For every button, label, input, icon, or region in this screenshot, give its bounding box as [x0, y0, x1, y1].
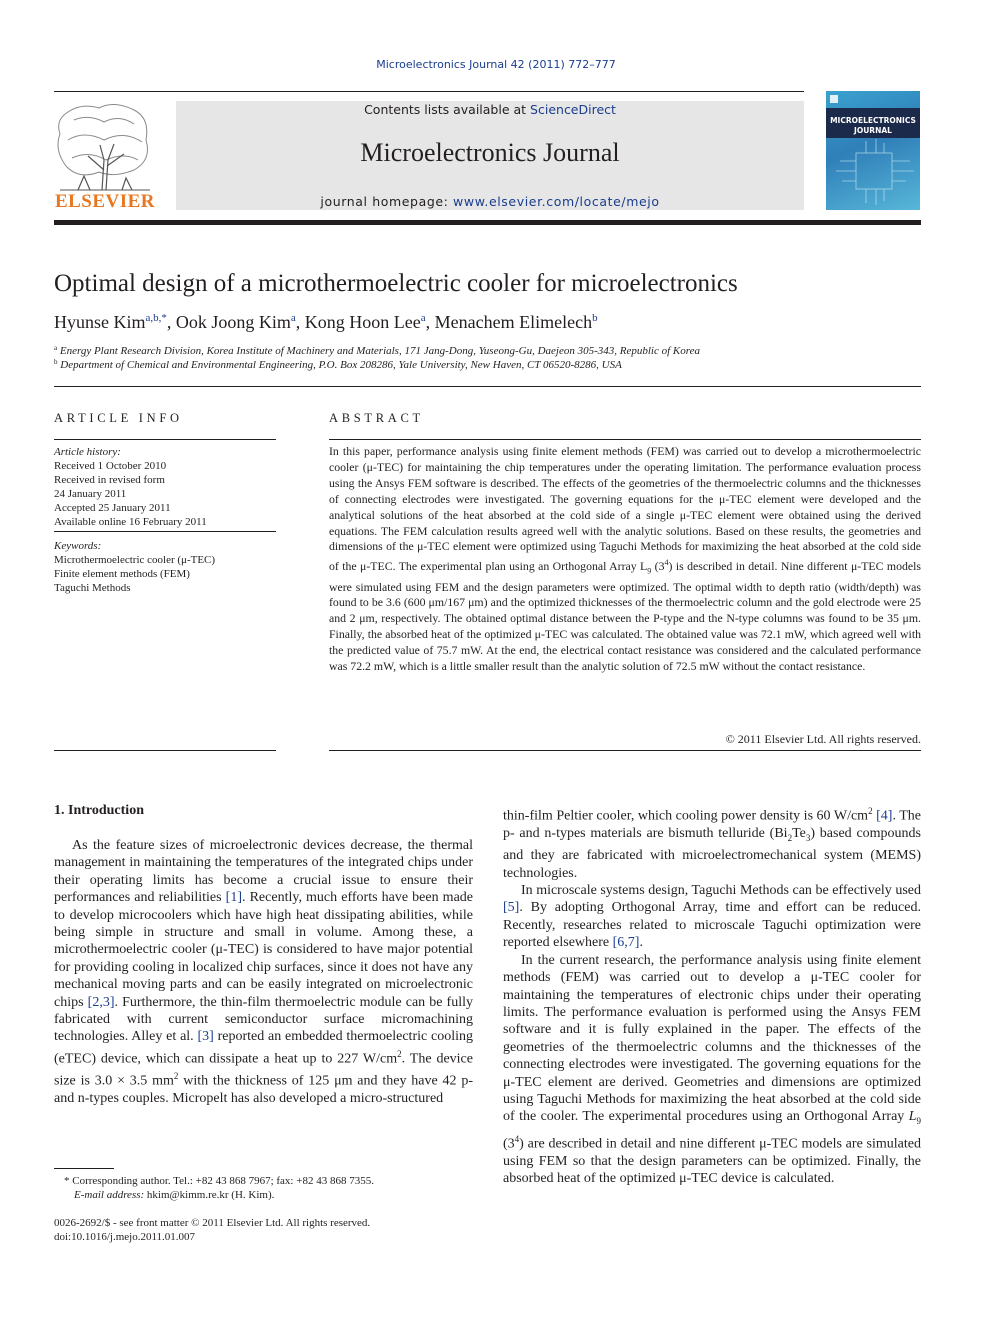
subscript: 3	[805, 832, 811, 843]
text-run: . By adopting Orthogonal Array, time and effort can be reduced. Recently, researches related to microscale Taguchi optimization were reported elsewhere	[503, 900, 921, 951]
sciencedirect-link[interactable]: ScienceDirect	[530, 102, 616, 117]
author-name[interactable]: Ook Joong Kim	[175, 312, 291, 332]
article-info-heading: ARTICLE INFO	[54, 411, 183, 425]
abstract-part: ) is described in detail. Nine different μ-TEC models were simulated using FEM and the design parameters were optimized. The optimal width to depth ratio (width/depth) was found to be 3.6 (600 μm/167 μm) and the optimized thicknesses of the thermoelectric column and the gold electrode were 25 and 2 μm, respectively. The obtained optimal distance between the P-type and the N-type columns was found to be 35 μm. Finally, the absorbed heat of the optimized μ-TEC was calculated. The obtained value was 72.1 mW, which agreed well with the predicted value of 75.7 mW. At the end, the electrical contact resistance was considered and the calculated performance was 72.2 mW, which is a little smaller result than the analytic solution of 72.5 mW without the contact resistance.	[329, 559, 921, 674]
text-run: As the feature sizes of microelectronic devices decrease, the thermal management in maintaining the temperatures of the integrated chips under their operating limits has become a crucial issue to ensure their performances and reliabilities	[54, 838, 473, 906]
superscript: 2	[173, 1070, 179, 1081]
intro-paragraph	[503, 882, 921, 952]
superscript: 2	[868, 806, 873, 816]
cover-title-line1: MICROELECTRONICS	[830, 116, 916, 125]
author-list	[54, 312, 598, 333]
citation-link[interactable]: [5]	[503, 900, 520, 916]
author-separator: ,	[425, 312, 435, 332]
author-name[interactable]: Menachem Elimelech	[434, 312, 593, 332]
author-affiliation-mark[interactable]: a	[290, 312, 296, 324]
footnote-rule	[54, 1168, 114, 1169]
abstract-copyright: © 2011 Elsevier Ltd. All rights reserved.	[725, 732, 921, 746]
footnote-mark: *	[64, 1175, 70, 1187]
text-run: (3	[503, 1136, 515, 1152]
author-separator: ,	[295, 312, 305, 332]
email-address[interactable]: hkim@kimm.re.kr (H. Kim).	[144, 1189, 275, 1201]
text-run: thin-film Peltier cooler, which cooling power density is 60 W/cm	[503, 808, 869, 824]
text-run: ) are described in detail and nine different μ-TEC models are simulated using FEM so that the design parameters can be optimized. Finally, the absorbed heat of the optimized μ-TEC device is calculated.	[503, 1136, 921, 1187]
citation-link[interactable]: [6,7]	[612, 935, 640, 951]
keyword: Finite element methods (FEM)	[54, 568, 190, 580]
superscript: 4	[514, 1133, 520, 1144]
elsevier-wordmark[interactable]: ELSEVIER	[54, 191, 156, 212]
abstract-heading: ABSTRACT	[329, 411, 424, 425]
history-item: Accepted 25 January 2011	[54, 502, 171, 514]
citation-link[interactable]: [1]	[225, 890, 242, 906]
text-run: . Furthermore, the thin-film thermoelectric module can be fully fabricated with current semiconductor surface micromachining technologies. Alley et al.	[54, 994, 473, 1045]
journal-title: Microelectronics Journal	[360, 138, 620, 167]
abstract-part: (3	[651, 559, 665, 574]
title-divider	[54, 386, 921, 387]
abstract-rule-bottom	[329, 750, 921, 751]
section-heading-introduction: 1. Introduction	[54, 803, 144, 818]
abstract-part: In this paper, performance analysis using finite element methods (FEM) was carried out to develop a microthermoelectric cooler (μ-TEC) for maintaining the chip temperatures under the operating limitation. The performance evaluation process using the Ansys FEM software is described. The effects of the geometries of the thermoelectric columns and the thicknesses of connecting electrodes were investigated. The governing equations for the μ-TEC element were developed and the analytical solutions of the heat absorbed at the cold side of a single μ-TEC element were obtained using the derived equations. The FEM calculation results agreed well with the analytic solutions. Based on these results, the geometries and dimensions of the μ-TEC element were optimized using Taguchi Methods for maximizing the heat absorbed at the cold side of the μ-TEC. The experimental plan using an Orthogonal Array L	[329, 444, 921, 574]
article-title: Optimal design of a microthermoelectric cooler for microelectronics	[54, 270, 738, 297]
affiliation-text: Department of Chemical and Environmental Engineering, P.O. Box 208286, Yale University, New Haven, CT 06520-8286, USA	[60, 359, 622, 371]
superscript: 2	[397, 1048, 402, 1059]
history-item: Received 1 October 2010	[54, 460, 167, 472]
text-run: .	[639, 935, 643, 951]
abstract-subscript: 9	[647, 566, 652, 576]
abstract-rule-top	[329, 439, 921, 440]
author-affiliation-mark[interactable]: b	[592, 312, 598, 324]
citation-link[interactable]: [4]	[876, 808, 893, 824]
author-affiliation-mark[interactable]: a,b,*	[145, 312, 167, 324]
article-history	[54, 445, 207, 529]
author-separator: ,	[166, 312, 176, 332]
citation-link[interactable]: [2,3]	[87, 994, 115, 1010]
email-note	[74, 1189, 274, 1201]
intro-paragraph	[54, 837, 473, 1107]
text-run: In microscale systems design, Taguchi Methods can be effectively used	[521, 883, 921, 899]
affiliation-a	[54, 344, 700, 357]
article-info-rule-bottom	[54, 750, 276, 751]
subscript: 9	[916, 1116, 921, 1127]
subscript: 2	[787, 832, 793, 843]
abstract-superscript: 4	[664, 558, 669, 568]
abstract-text	[329, 444, 921, 675]
keywords-block	[54, 539, 215, 595]
affiliation-mark: a	[54, 344, 58, 352]
issn-line: 0026-2692/$ - see front matter © 2011 Elsevier Ltd. All rights reserved.	[54, 1217, 371, 1229]
text-run: reported an embedded thermoelectric cooling (eTEC) device, which can dissipate a heat up to 227 W/cm	[54, 1029, 474, 1067]
cover-title	[826, 116, 920, 136]
text-run: L	[908, 1109, 917, 1125]
doi-line[interactable]: doi:10.1016/j.mejo.2011.01.007	[54, 1231, 196, 1243]
history-item: Received in revised form	[54, 474, 165, 486]
contents-line	[176, 102, 804, 117]
history-item: Available online 16 February 2011	[54, 516, 207, 528]
affiliation-mark: b	[54, 358, 58, 366]
keywords-label: Keywords:	[54, 540, 102, 552]
header-thick-rule	[54, 220, 921, 225]
author-name[interactable]: Hyunse Kim	[54, 312, 146, 332]
history-label: Article history:	[54, 446, 121, 458]
intro-left-column	[54, 837, 473, 1107]
author-affiliation-mark[interactable]: a	[420, 312, 426, 324]
homepage-link[interactable]: www.elsevier.com/locate/mejo	[453, 194, 660, 209]
homepage-prefix: journal homepage:	[320, 194, 454, 209]
author-name[interactable]: Kong Hoon Lee	[304, 312, 421, 332]
text-run: In the current research, the performance analysis using finite element methods (FEM) was carried out to develop a μ-TEC cooler for maintaining the temperatures of electronic chips under their operating limits. The performance evaluation is performed using the Ansys FEM software and it is fully explained in the paper. The effects of the geometries of the thermoelectric columns and the thicknesses of the connecting electrodes were investigated. The governing equations for the μ-TEC element are derived. Geometries and dimensions are optimized using Taguchi Methods for maximizing the heat absorbed at the cold side of the cooler. The experimental procedures using an Orthogonal Array	[503, 952, 921, 1125]
text-run: with the thickness of 125 μm and they have 42 p- and n-types couples. Micropelt has also developed a micro-structured	[54, 1073, 473, 1106]
affiliation-text: Energy Plant Research Division, Korea Institute of Machinery and Materials, 171 Jang-Dong, Yuseong-Gu, Daejeon 305-343, Republic of Korea	[59, 345, 701, 357]
affiliation-b	[54, 358, 622, 371]
header-divider	[54, 91, 804, 92]
text-run: . The p- and n-types materials are bismuth telluride (Bi	[503, 808, 921, 842]
footnote-text: Corresponding author. Tel.: +82 43 868 7967; fax: +82 43 868 7355.	[69, 1175, 374, 1187]
homepage-line	[176, 194, 804, 209]
contents-prefix: Contents lists available at	[364, 102, 531, 117]
intro-paragraph	[503, 803, 921, 882]
cover-title-line2: JOURNAL	[854, 126, 892, 135]
keyword: Microthermoelectric cooler (μ-TEC)	[54, 554, 216, 566]
text-run: ) based compounds and they are fabricated with microelectromechanical system (MEMS) technologies.	[503, 826, 921, 881]
intro-right-column	[503, 803, 921, 1187]
article-info-rule-mid	[54, 531, 276, 532]
journal-citation[interactable]: Microelectronics Journal 42 (2011) 772–777	[376, 58, 616, 71]
intro-paragraph	[503, 952, 921, 1188]
email-label: E-mail address:	[74, 1189, 145, 1201]
keyword: Taguchi Methods	[54, 582, 131, 594]
citation-link[interactable]: [3]	[197, 1029, 214, 1045]
text-run: . Recently, much efforts have been made to develop microcoolers which have high heat dissipating abilities, while being simple in structure and small in volume. Among these, a microthermoelectric cooler (μ-TEC) is considered to have major potential for providing cooling in localized chip surfaces, since it does not have any mechanical moving parts and can be easily integrated on microelectronic chips	[54, 890, 473, 1010]
article-info-rule-top	[54, 439, 276, 440]
text-run: Te	[792, 826, 806, 842]
corresponding-author-note	[64, 1175, 374, 1187]
text-run: . The device size is 3.0 × 3.5 mm	[54, 1051, 473, 1089]
history-item: 24 January 2011	[54, 488, 127, 500]
